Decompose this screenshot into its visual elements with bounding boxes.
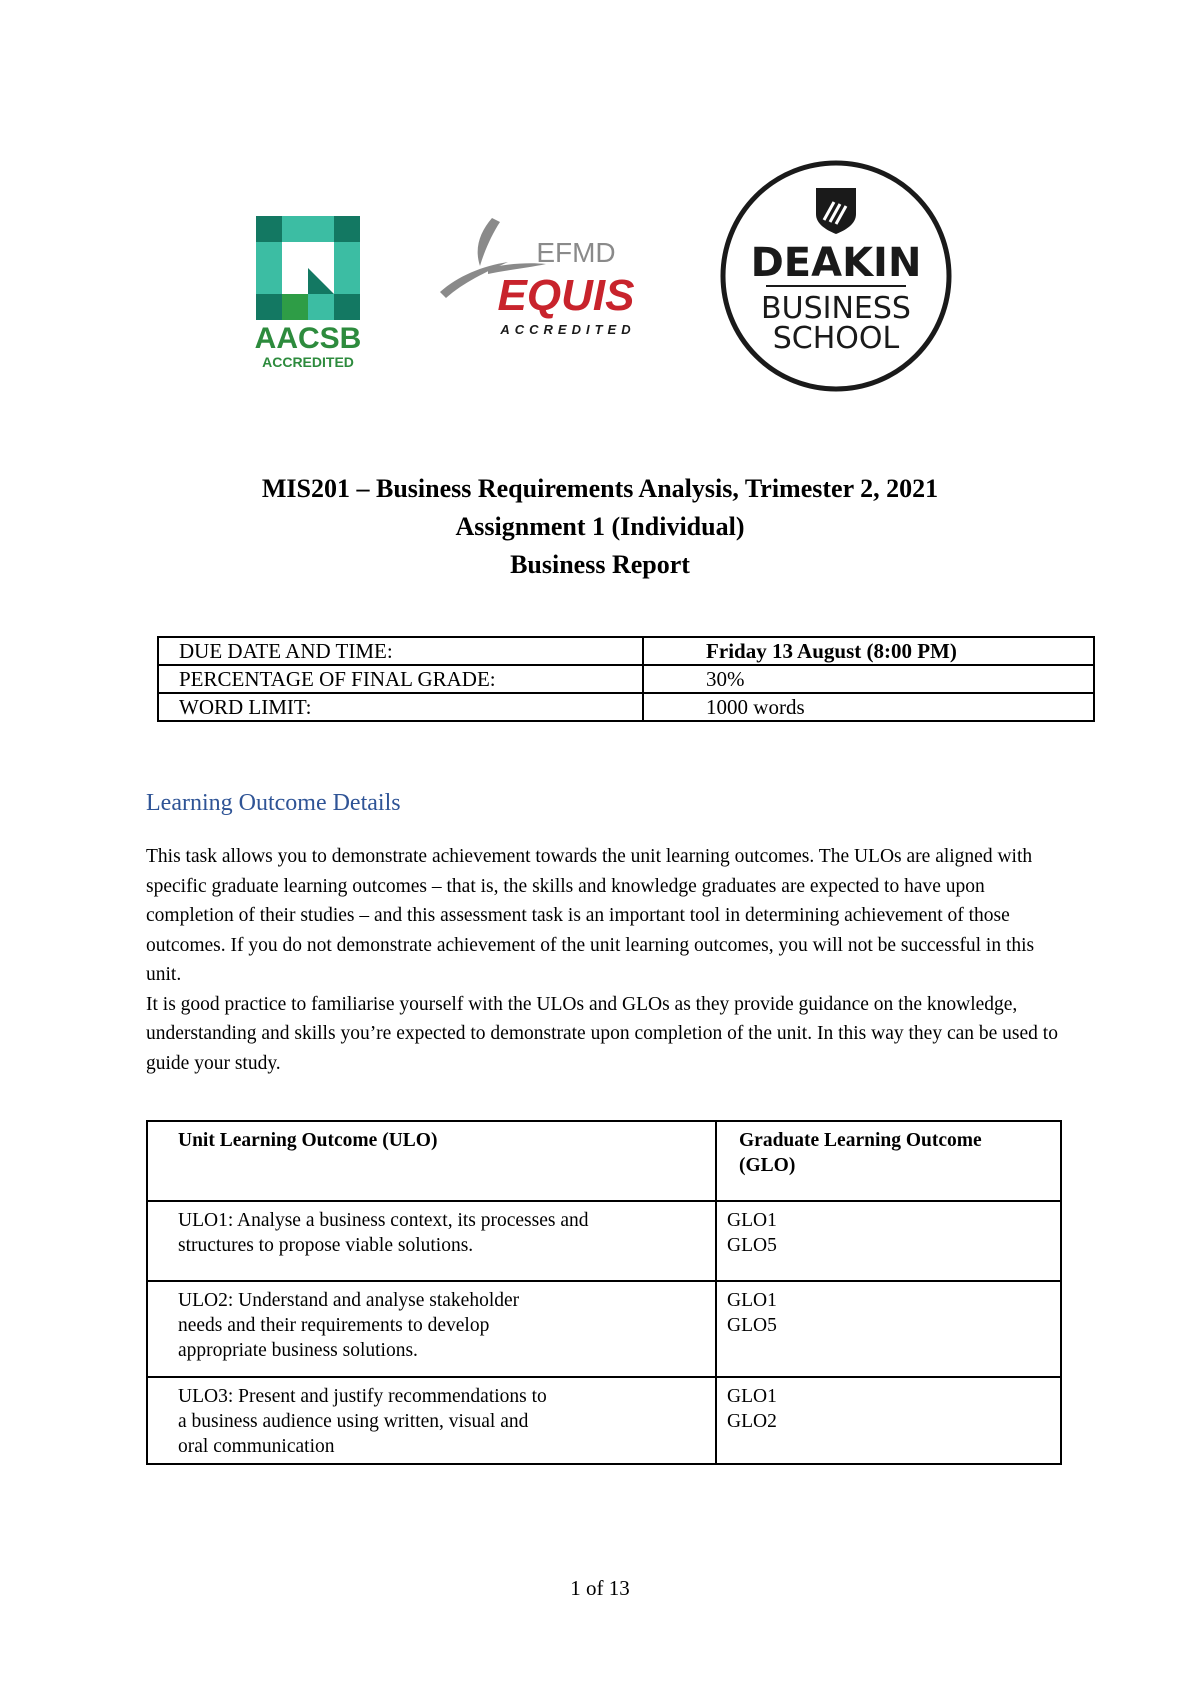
aacsb-name: AACSB: [254, 322, 362, 355]
glo-header: [716, 1121, 1061, 1201]
glo-item: GLO5: [727, 1315, 777, 1336]
glo-header-line1: Graduate Learning Outcome: [739, 1130, 982, 1151]
info-row-due: [158, 637, 1094, 665]
ulo-text-line: structures to propose viable solutions.: [178, 1235, 474, 1256]
document-title-block: [0, 470, 1200, 584]
glo-cell: [716, 1281, 1061, 1377]
glo-item: GLO1: [727, 1210, 777, 1231]
glo-item: GLO2: [727, 1411, 777, 1432]
table-row: [147, 1281, 1061, 1377]
info-row-percentage: [158, 665, 1094, 693]
due-label: DUE DATE AND TIME:: [158, 637, 643, 665]
efmd-equis-accredited-logo: [436, 214, 646, 364]
word-limit-label: WORD LIMIT:: [158, 693, 643, 721]
assignment-info-table: [157, 636, 1095, 722]
table-row: [147, 1201, 1061, 1281]
ulo-text-line: appropriate business solutions.: [178, 1340, 418, 1361]
deakin-business-school-logo: [718, 158, 954, 394]
logo-row: [0, 0, 1200, 420]
aacsb-sub: ACCREDITED: [262, 354, 354, 370]
ulo-text-line: ULO3: Present and justify recommendations to: [178, 1386, 547, 1407]
glo-cell: [716, 1201, 1061, 1281]
deakin-name: DEAKIN: [750, 240, 922, 286]
info-row-word-limit: [158, 693, 1094, 721]
report-title: Business Report: [510, 550, 690, 579]
equis-text: EQUIS: [497, 271, 635, 320]
due-value: Friday 13 August (8:00 PM): [643, 637, 1094, 665]
ulo-header: Unit Learning Outcome (ULO): [147, 1121, 716, 1201]
paragraph-2: It is good practice to familiarise yourself with the ULOs and GLOs as they provide guidance on the knowledge, understanding and skills you’re expected to demonstrate upon completion of the unit. In this way they can be used to guide your study.: [146, 993, 1058, 1074]
glo-cell: [716, 1377, 1061, 1464]
word-limit-value: 1000 words: [643, 693, 1094, 721]
glo-item: GLO1: [727, 1290, 777, 1311]
aacsb-accredited-logo: [248, 216, 370, 372]
ulo-cell: [147, 1377, 716, 1464]
deakin-line2: SCHOOL: [772, 321, 900, 356]
table-row: [147, 1377, 1061, 1464]
course-title: MIS201 – Business Requirements Analysis, Trimester 2, 2021: [261, 474, 939, 503]
glo-header-line2: (GLO): [739, 1155, 796, 1176]
ulo-text-line: ULO1: Analyse a business context, its processes and: [178, 1210, 589, 1231]
glo-item: GLO1: [727, 1386, 777, 1407]
percentage-value: 30%: [643, 665, 1094, 693]
deakin-line1: BUSINESS: [761, 291, 911, 326]
ulo-cell: [147, 1201, 716, 1281]
learning-outcomes-table: [146, 1120, 1062, 1465]
glo-item: GLO5: [727, 1235, 777, 1256]
ulo-text-line: a business audience using written, visual and: [178, 1411, 529, 1432]
page-number: 1 of 13: [570, 1576, 630, 1600]
equis-sub: ACCREDITED: [500, 322, 636, 337]
ulo-text-line: oral communication: [178, 1436, 335, 1457]
ulo-text-line: needs and their requirements to develop: [178, 1315, 490, 1336]
efmd-text: EFMD: [536, 237, 616, 268]
ulo-text-line: ULO2: Understand and analyse stakeholder: [178, 1290, 520, 1311]
paragraph-1: This task allows you to demonstrate achievement towards the unit learning outcomes. The ULOs are aligned with specific graduate learning outcomes – that is, the skills and knowledge graduates are expected to have upon completion of their studies – and this assessment task is an important tool in determining achievement of those outcomes. If you do not demonstrate achievement of the unit learning outcomes, you will not be successful in this unit.: [146, 846, 1035, 985]
section-body: [146, 842, 1066, 1078]
ulo-table-header: [147, 1121, 1061, 1201]
ulo-cell: [147, 1281, 716, 1377]
section-heading: Learning Outcome Details: [146, 790, 401, 816]
percentage-label: PERCENTAGE OF FINAL GRADE:: [158, 665, 643, 693]
assignment-title: Assignment 1 (Individual): [455, 512, 745, 541]
